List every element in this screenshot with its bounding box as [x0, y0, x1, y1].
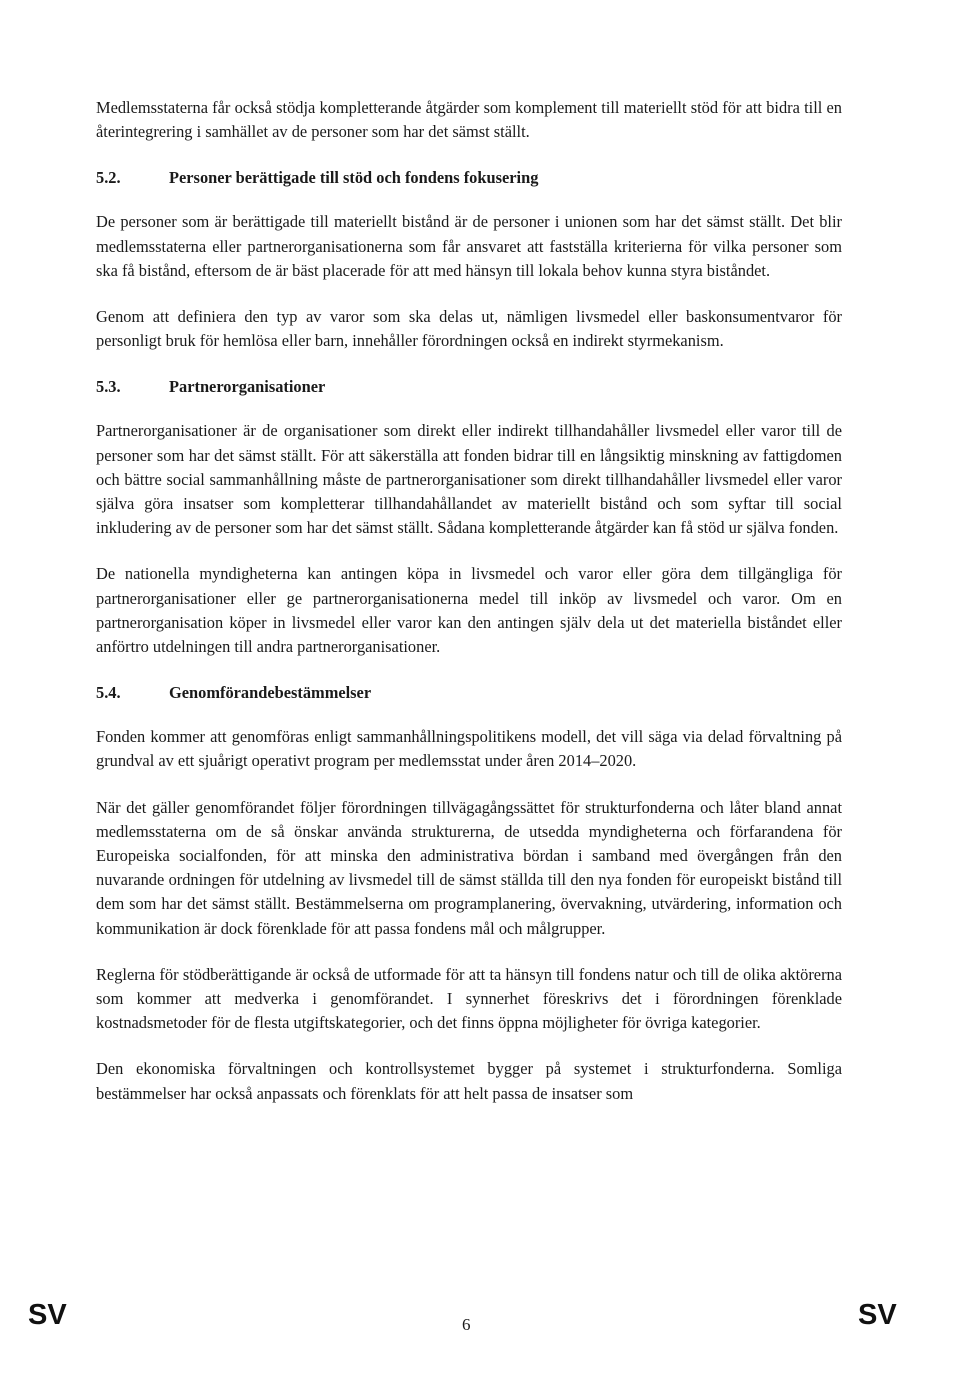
paragraph: De personer som är berättigade till materiellt bistånd är de personer i unionen som har det sämst ställt. Det blir medlemsstaterna eller partnerorganisationerna som får ansvaret att fastställa kriterierna för vilka personer som ska få bistånd, eftersom de är bäst placerade för att med hänsyn till lokala behov kunna styra biståndet.	[96, 212, 842, 280]
footer-language-right: SV	[858, 1299, 897, 1331]
section-heading-5-3	[96, 375, 842, 399]
footer-language-left: SV	[28, 1299, 67, 1331]
section-number: 5.2.	[96, 168, 121, 188]
paragraph: Genom att definiera den typ av varor som ska delas ut, nämligen livsmedel eller baskonsumentvaror för personligt bruk för hemlösa eller barn, innehåller förordningen också en indirekt styrmekanism.	[96, 307, 842, 351]
paragraph: Den ekonomiska förvaltningen och kontrollsystemet bygger på systemet i strukturfonderna. Somliga bestämmelser har också anpassats och förenklats för att helt passa de insatser som	[96, 1059, 842, 1103]
section-number: 5.4.	[96, 683, 121, 703]
paragraph: När det gäller genomförandet följer förordningen tillvägagångssättet för strukturfonderna och låter bland annat medlemsstaterna om de så önskar använda strukturerna, de utsedda myndigheterna och förfarandena för Europeiska socialfonden, för att minska den administrativa bördan i samband med övergången från den nuvarande ordningen för utdelning av livsmedel till de sämst ställda till den nya fonden för europeiskt bistånd till dem som har det sämst ställt. Bestämmelserna om programplanering, övervakning, utvärdering, information och kommunikation är dock förenklade för att passa fondens mål och målgrupper.	[96, 797, 842, 938]
section-heading-5-2	[96, 166, 842, 190]
paragraph: De nationella myndigheterna kan antingen köpa in livsmedel och varor eller göra dem tillgängliga för partnerorganisationer eller ge partnerorganisationerna medel till inköp av livsmedel och varor. Om en partnerorganisation köper in livsmedel eller varor kan den antingen själv dela ut det materiella biståndet eller anförtro utdelningen till andra partnerorganisationer.	[96, 564, 842, 657]
section-number: 5.3.	[96, 377, 121, 397]
section-title: Partnerorganisationer	[169, 377, 326, 397]
paragraph: Reglerna för stödberättigande är också de utformade för att ta hänsyn till fondens natur och till de olika aktörerna som kommer att medverka i genomförandet. I synnerhet föreskrivs det i förordningen förenklade kostnadsmetoder för de flesta utgiftskategorier, och det finns öppna möjligheter för övriga kategorier.	[96, 964, 842, 1033]
section-title: Genomförandebestämmelser	[169, 683, 372, 703]
paragraph: Medlemsstaterna får också stödja kompletterande åtgärder som komplement till materiellt stöd för att bidra till en återintegrering i samhället av de personer som har det sämst ställt.	[96, 98, 842, 142]
document-page	[96, 96, 842, 1128]
section-heading-5-4	[96, 681, 842, 705]
paragraph: Fonden kommer att genomföras enligt sammanhållningspolitikens modell, det vill säga via delad förvaltning på grundval av ett sjuårigt operativt program per medlemsstat under åren 2014–2020.	[96, 727, 842, 771]
page-number: 6	[462, 1315, 471, 1334]
section-title: Personer berättigade till stöd och fondens fokusering	[169, 168, 539, 188]
paragraph: Partnerorganisationer är de organisationer som direkt eller indirekt tillhandahåller livsmedel eller varor till de personer som har det sämst ställt. För att säkerställa att fonden bidrar till en långsiktig minskning av fattigdomen och bättre social sammanhållning måste de partnerorganisationer som direkt tillhandahåller livsmedel eller varor själva göra insatser som kompletterar tillhandahållandet av materiellt bistånd och som syftar till social inkludering av de personer som har det sämst ställt. Sådana kompletterande åtgärder kan få stöd ur själva fonden.	[96, 421, 842, 538]
